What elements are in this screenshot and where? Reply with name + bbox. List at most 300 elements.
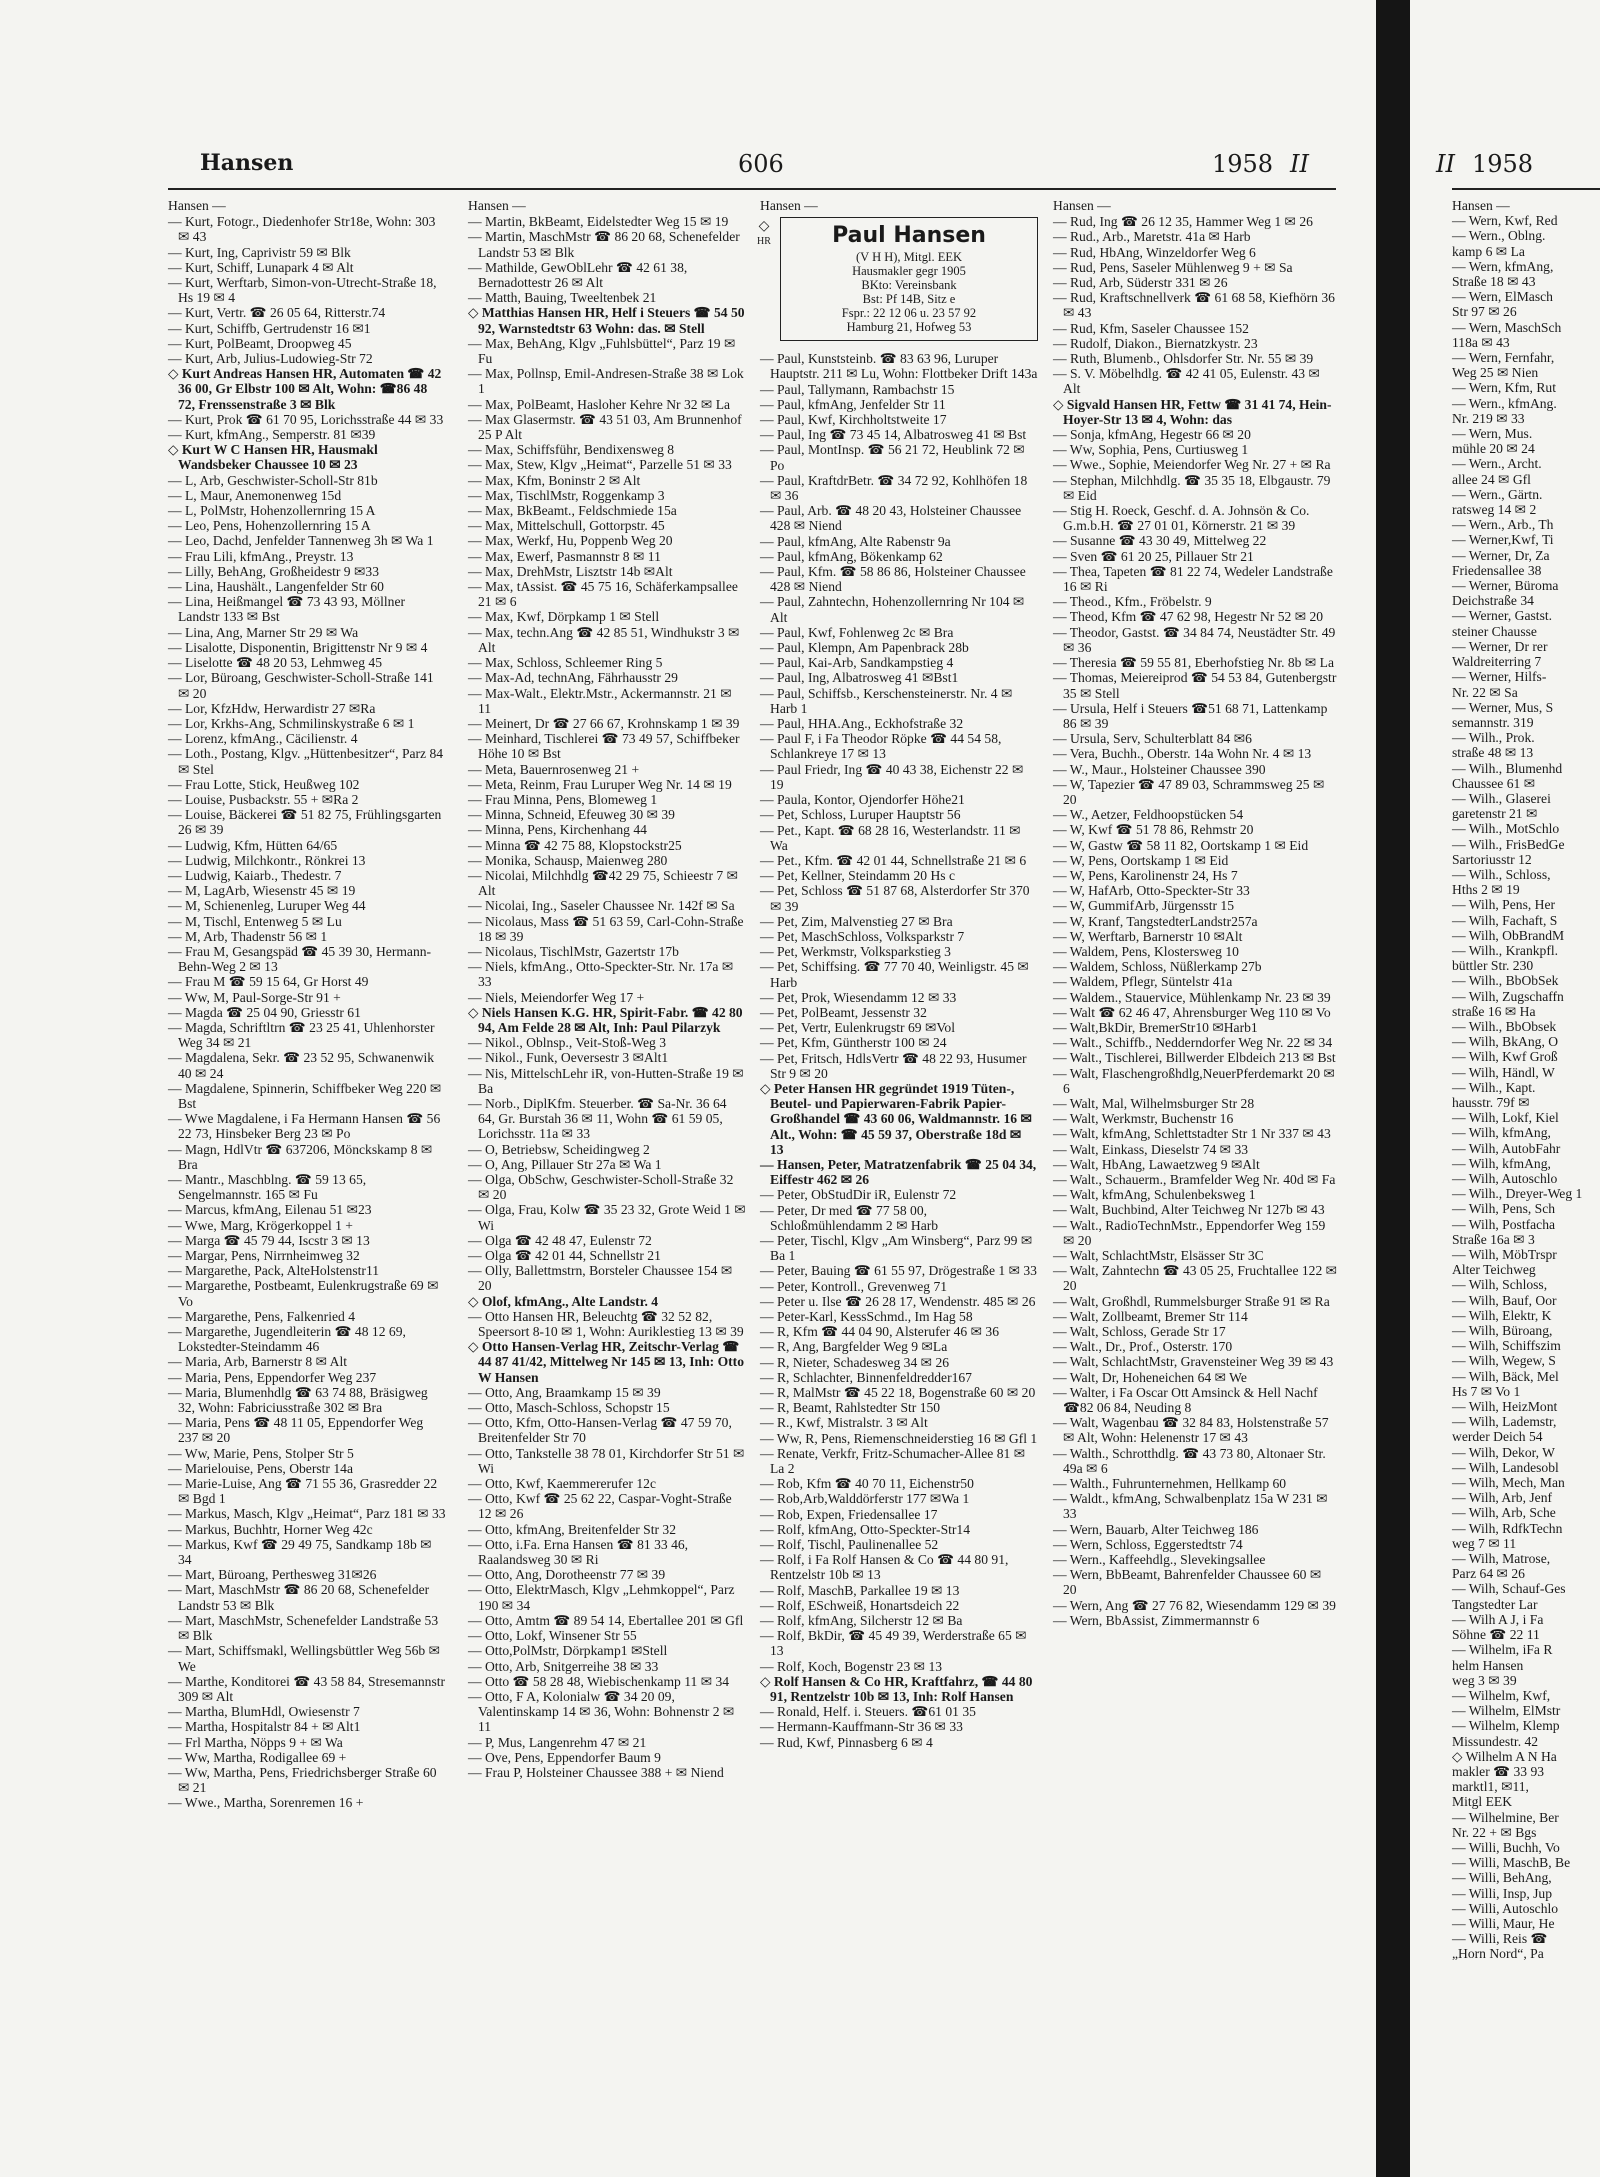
directory-entry: — L, PolMstr, Hohenzollernring 15 A (168, 503, 376, 519)
directory-entry: — Minna, Schneid, Efeuweg 30 ✉ 39 (468, 807, 675, 823)
directory-entry: — Walt, Flaschengroßhdlg,NeuerPferdemarkt 20 ✉ 6 (1053, 1065, 1335, 1096)
directory-entry: — Wern, Fernfahr, (1452, 350, 1555, 366)
directory-entry: — Wilh, RdfkTechn (1452, 1520, 1563, 1536)
directory-entry: — Rolf, kfmAng, Otto-Speckter-Str14 (760, 1521, 971, 1537)
directory-entry: — Wilh, Landesobl (1452, 1459, 1559, 1475)
directory-entry: — Norb., DiplKfm. Steuerber. ☎ Sa-Nr. 36 64 64, Gr. Burstah 36 ✉ 11, Wohn ☎ 61 59 05, Lorichsstr. 11a ✉ 33 (468, 1095, 727, 1142)
directory-entry: — Thomas, Meiereiprod ☎ 54 53 84, Gutenbergstr 35 ✉ Stell (1053, 670, 1337, 701)
directory-entry: — M, Tischl, Entenweg 5 ✉ Lu (168, 913, 342, 929)
directory-entry: — Peter, ObStudDir iR, Eulenstr 72 (760, 1187, 957, 1203)
directory-entry: — Nicolaus, Mass ☎ 51 63 59, Carl-Cohn-Straße 18 ✉ 39 (468, 913, 744, 944)
directory-entry: — Wilh., Blumenhd (1452, 760, 1563, 776)
directory-entry: — Max, Schloss, Schleemer Ring 5 (468, 655, 663, 671)
directory-entry: — Otto, Kwf ☎ 25 62 22, Caspar-Voght-Straße 12 ✉ 26 (468, 1491, 732, 1522)
directory-entry: — Rolf, Tischl, Paulinenallee 52 (760, 1537, 939, 1553)
directory-entry: — Paul, Tallymann, Rambachstr 15 (760, 381, 955, 397)
directory-entry: hausstr. 79f ✉ (1452, 1094, 1530, 1110)
directory-entry: — Wilh, Postfacha (1452, 1216, 1556, 1232)
directory-entry: — M, LagArb, Wiesenstr 45 ✉ 19 (168, 883, 356, 899)
directory-entry: — Loth., Postang, Klgv. „Hüttenbesitzer“, Parz 84 ✉ Stel (168, 746, 444, 777)
directory-entry: — Wilh, kfmAng, (1452, 1125, 1551, 1141)
directory-entry: — Ww, Marie, Pens, Stolper Str 5 (168, 1445, 354, 1461)
directory-entry: — Paul, MontInsp. ☎ 56 21 72, Heublink 72 ✉ Po (760, 442, 1025, 473)
directory-entry: steiner Chausse (1452, 623, 1537, 639)
directory-entry: — Kurt, Schiff, Lunapark 4 ✉ Alt (168, 259, 354, 275)
directory-entry: — Margar, Pens, Nirrnheimweg 32 (168, 1248, 360, 1264)
directory-entry: — Max-Ad, technAng, Fährhausstr 29 (468, 670, 678, 686)
directory-entry: — Wilh., Dreyer-Weg 1 (1452, 1186, 1583, 1202)
directory-entry: — Pet, Fritsch, HdlsVertr ☎ 48 22 93, Husumer Str 9 ✉ 20 (760, 1050, 1027, 1081)
header-rule (168, 188, 1336, 190)
directory-entry: — Rolf, kfmAng, Silcherstr 12 ✉ Ba (760, 1613, 963, 1629)
directory-entry: — Otto, Tankstelle 38 78 01, Kirchdorfer Str 51 ✉ Wi (468, 1445, 745, 1476)
directory-entry: Str 97 ✉ 26 (1452, 304, 1517, 320)
ad-line: (V H H), Mitgl. EEK (855, 250, 962, 265)
directory-entry: — Wern., Kaffeehdlg., Slevekingsallee (1053, 1552, 1266, 1568)
directory-entry: — Hermann-Kauffmann-Str 36 ✉ 33 (760, 1719, 963, 1735)
directory-entry: — R, MalMstr ☎ 45 22 18, Bogenstraße 60 ✉ 20 (760, 1385, 1036, 1401)
directory-entry: — Wilh, Händl, W (1452, 1064, 1555, 1080)
directory-entry: — Margarethe, Jugendleiterin ☎ 48 12 69, Lokstedter-Steindamm 46 (168, 1324, 406, 1355)
directory-entry: — Wilh, Kwf Groß (1452, 1049, 1558, 1065)
directory-entry: — Ww, M, Paul-Sorge-Str 91 + (168, 989, 341, 1005)
directory-entry: — Waldem, Pens, Klostersweg 10 (1053, 943, 1239, 959)
directory-entry: — Pet., Kapt. ☎ 68 28 16, Westerlandstr. 11 ✉ Wa (760, 822, 1021, 853)
directory-entry: — Rud, Kfm, Saseler Chaussee 152 (1053, 320, 1249, 336)
directory-entry: — Pet, Schloss ☎ 51 87 68, Alsterdorfer Str 370 ✉ 39 (760, 883, 1030, 914)
directory-entry: — Wilh., Krankpfl. (1452, 942, 1559, 958)
directory-entry: — Stig H. Roeck, Geschf. d. A. Johnsön & Co. G.m.b.H. ☎ 27 01 01, Körnerstr. 21 ✉ 39 (1053, 503, 1310, 534)
directory-entry: mühle 20 ✉ 24 (1452, 441, 1535, 457)
directory-entry: — Wilh, Arb, Jenf (1452, 1490, 1553, 1506)
ad-line: Hausmakler gegr 1905 (852, 264, 966, 279)
directory-entry: — Otto, Ang, Dorotheenstr 77 ✉ 39 (468, 1567, 666, 1583)
directory-entry: — Pet, Prok, Wiesendamm 12 ✉ 33 (760, 989, 957, 1005)
directory-entry: — Wilh., Glaserei (1452, 790, 1551, 806)
directory-entry: Alter Teichweg (1452, 1262, 1536, 1278)
directory-entry: ◇ Sigvald Hansen HR, Fettw ☎ 31 41 74, Hein-Hoyer-Str 13 ✉ 4, Wohn: das (1053, 396, 1332, 427)
directory-entry: — Walt, HbAng, Lawaetzweg 9 ✉Alt (1053, 1156, 1260, 1172)
directory-entry: — Meta, Reinm, Frau Luruper Weg Nr. 14 ✉ 19 (468, 776, 732, 792)
directory-entry: — Renate, Verkfr, Fritz-Schumacher-Allee 81 ✉ La 2 (760, 1445, 1026, 1477)
directory-entry: — Ursula, Helf i Steuers ☎51 68 71, Lattenkamp 86 ✉ 39 (1053, 700, 1328, 731)
directory-entry: — Wilh, MöbTrspr (1452, 1247, 1557, 1263)
directory-entry: — Otto, Kwf, Kaemmererufer 12c (468, 1476, 656, 1492)
binding-gutter (1376, 0, 1410, 2177)
column-3 (757, 198, 1038, 2098)
directory-entry: — Lorenz, kfmAng., Cäcilienstr. 4 (168, 731, 358, 747)
directory-entry: — Paul, Kwf, Fohlenweg 2c ✉ Bra (760, 624, 954, 640)
directory-entry: — Walt, Wagenbau ☎ 32 84 83, Holstenstraße 57 ✉ Alt, Wohn: Helenenstr 17 ✉ 43 (1053, 1415, 1329, 1446)
directory-entry: — Wern, kfmAng, (1452, 258, 1554, 274)
directory-entry: — R, Nieter, Schadesweg 34 ✉ 26 (760, 1354, 950, 1370)
directory-entry: — Werner,Kwf, Ti (1452, 532, 1554, 548)
directory-entry: — Wwe Magdalene, i Fa Hermann Hansen ☎ 56 22 73, Hinsbeker Berg 23 ✉ Po (168, 1111, 441, 1142)
directory-entry: — W, Werftarb, Barnerstr 10 ✉Alt (1053, 928, 1243, 944)
directory-entry: — Walt., Schiffb., Nedderndorfer Weg Nr. 22 ✉ 34 (1053, 1035, 1333, 1051)
directory-entry: — Peter, Dr med ☎ 77 58 00, Schloßmühlendamm 2 ✉ Harb (760, 1202, 939, 1233)
directory-entry: — Martin, MaschMstr ☎ 86 20 68, Schenefelder Landstr 53 ✉ Blk (468, 229, 740, 260)
directory-entry: — Wern, Ang ☎ 27 76 82, Wiesendamm 129 ✉ 39 (1053, 1597, 1336, 1613)
column-heading: Hansen — (168, 198, 226, 213)
directory-entry: — Pet, Zim, Malvenstieg 27 ✉ Bra (760, 913, 953, 929)
directory-entry: — Ww, R, Pens, Riemenschneiderstieg 16 ✉ Gfl 1 (760, 1430, 1038, 1446)
directory-entry: ◇ Kurt W C Hansen HR, Hausmakl Wandsbeker Chaussee 10 ✉ 23 (168, 442, 378, 473)
directory-entry: garetenstr 21 ✉ (1452, 806, 1538, 822)
page-number: 606 (738, 150, 784, 178)
directory-entry: — Rob, Kfm ☎ 40 70 11, Eichenstr50 (760, 1476, 974, 1492)
directory-entry: — Kurt, Schiffb, Gertrudenstr 16 ✉1 (168, 320, 371, 336)
directory-entry: — Walt, Schloss, Gerade Str 17 (1053, 1324, 1226, 1340)
volume: II (1290, 150, 1309, 178)
directory-entry: — Wilh., Kapt. (1452, 1079, 1536, 1095)
directory-entry: — Frau M, Gesangspäd ☎ 45 39 30, Hermann-Behn-Weg 2 ✉ 13 (168, 943, 432, 975)
directory-entry: ◇ Matthias Hansen HR, Helf i Steuers ☎ 54 50 92, Warnstedtstr 63 Wohn: das. ✉ Stell (468, 305, 745, 336)
directory-entry: werder Deich 54 (1452, 1429, 1543, 1445)
directory-entry: — Willi, Autoschlo (1452, 1900, 1559, 1916)
directory-entry: — Frau Minna, Pens, Blomeweg 1 (468, 791, 658, 807)
directory-entry: — Wern, Kfm, Rut (1452, 380, 1556, 396)
directory-entry: — Marcus, kfmAng, Eilenau 51 ✉23 (168, 1202, 372, 1218)
column-heading: Hansen — (468, 198, 526, 213)
directory-entry: Hs 7 ✉ Vo 1 (1452, 1383, 1521, 1399)
directory-entry: — Otto, Lokf, Winsener Str 55 (468, 1628, 637, 1644)
directory-entry: — Markus, Kwf ☎ 29 49 75, Sandkamp 18b ✉ 34 (168, 1536, 432, 1568)
directory-entry: — Leo, Dachd, Jenfelder Tannenweg 3h ✉ Wa 1 (168, 533, 434, 549)
directory-entry: — Marga ☎ 45 79 44, Iscstr 3 ✉ 13 (168, 1232, 370, 1248)
directory-entry: — Wilh, Mech, Man (1452, 1475, 1565, 1491)
ad-line: BKto: Vereinsbank (861, 278, 957, 293)
directory-entry: — Max, DrehMstr, Lisztstr 14b ✉Alt (468, 563, 673, 579)
directory-entry: ◇ Olof, kfmAng., Alte Landstr. 4 (468, 1293, 659, 1309)
directory-entry: — Ludwig, Milchkontr., Rönkrei 13 (168, 852, 366, 868)
directory-entry: — Theod, Kfm ☎ 47 62 98, Hegestr Nr 52 ✉ 20 (1053, 609, 1324, 625)
directory-entry: — Frau M ☎ 59 15 64, Gr Horst 49 (168, 974, 369, 990)
directory-entry: — Lina, Ang, Marner Str 29 ✉ Wa (168, 624, 359, 640)
directory-entry: ◇ Niels Hansen K.G. HR, Spirit-Fabr. ☎ 42 80 94, Am Felde 28 ✉ Alt, Inh: Paul Pilarzyk (468, 1004, 743, 1035)
directory-entry: — Marielouise, Pens, Oberstr 14a (168, 1460, 353, 1476)
directory-entry: — Max, tAssist. ☎ 45 75 16, Schäferkampsallee 21 ✉ 6 (468, 579, 738, 610)
directory-entry: — Wilh, HeizMont (1452, 1399, 1558, 1415)
directory-entry: — P, Mus, Langenrehm 47 ✉ 21 (468, 1734, 647, 1750)
directory-entry: — Otto Hansen HR, Beleuchtg ☎ 32 52 82, Speersort 8-10 ✉ 1, Wohn: Auriklestieg 13 ✉ 39 (468, 1308, 744, 1340)
directory-entry: — Wilh, Schloss, (1452, 1277, 1548, 1293)
directory-entry: — Paul, Schiffsb., Kerschensteinerstr. Nr. 4 ✉ Harb 1 (760, 685, 1013, 716)
directory-entry: — Pet, Vertr, Eulenkrugstr 69 ✉Vol (760, 1020, 955, 1036)
directory-entry: — Waldt., kfmAng, Schwalbenplatz 15a W 231 ✉ 33 (1053, 1491, 1328, 1522)
directory-entry: — Matth, Bauing, Tweeltenbek 21 (468, 290, 657, 306)
directory-entry: — Otto, ElektrMasch, Klgv „Lehmkoppel“, Parz 190 ✉ 34 (468, 1582, 735, 1613)
directory-entry: ◇ Rolf Hansen & Co HR, Kraftfahrz, ☎ 44 80 91, Rentzelstr 10b ✉ 13, Inh: Rolf Hansen (760, 1673, 1033, 1705)
directory-entry: — Lor, KfzHdw, Herwardistr 27 ✉Ra (168, 700, 376, 716)
facing-header-rule (1452, 188, 1600, 190)
directory-entry: — Paul, Kunststeinb. ☎ 83 63 96, Luruper Hauptstr. 211 ✉ Lu, Wohn: Flottbeker Drift 143a (760, 351, 1038, 382)
directory-entry: — Louise, Pusbackstr. 55 + ✉Ra 2 (168, 791, 359, 807)
directory-entry: makler ☎ 33 93 (1452, 1763, 1545, 1779)
column-heading: Hansen — (1452, 198, 1510, 213)
directory-entry: — Paul, Kai-Arb, Sandkampstieg 4 (760, 655, 954, 671)
directory-entry: — Walt, Mal, Wilhelmsburger Str 28 (1053, 1095, 1255, 1111)
directory-entry: — Wilh., BbObSek (1452, 973, 1559, 989)
directory-entry: Nr. 22 + ✉ Bgs (1452, 1824, 1537, 1840)
directory-entry: — Olga, ObSchw, Geschwister-Scholl-Straße 32 ✉ 20 (468, 1172, 734, 1203)
directory-entry: — Waldem, Schloss, Nüßlerkamp 27b (1053, 959, 1262, 975)
column-heading: Hansen — (760, 198, 818, 213)
directory-entry: — Ww, Sophia, Pens, Curtiusweg 1 (1053, 442, 1249, 458)
directory-entry: — Nikol., Oblnsp., Veit-Stoß-Weg 3 (468, 1035, 667, 1051)
directory-entry: 118a ✉ 43 (1452, 334, 1510, 350)
directory-entry: — Paul Friedr, Ing ☎ 40 43 38, Eichenstr 22 ✉ 19 (760, 761, 1024, 792)
directory-entry: allee 24 ✉ Gfl (1452, 471, 1531, 487)
directory-entry: — Walter, i Fa Oscar Ott Amsinck & Hell Nachf ☎82 06 84, Neuding 8 (1053, 1384, 1318, 1416)
directory-entry: — Max, BehAng, Klgv „Fuhlsbüttel“, Parz 19 ✉ Fu (468, 335, 736, 367)
directory-entry: — Ww, Martha, Rodigallee 69 + (168, 1749, 347, 1765)
directory-entry: — Paul, Zahntechn, Hohenzollernring Nr 104 ✉ Alt (760, 594, 1025, 625)
ad-line: Fspr.: 22 12 06 u. 23 57 92 (841, 306, 977, 321)
directory-entry: — M, Schienenleg, Luruper Weg 44 (168, 898, 366, 914)
directory-entry: — Rob, Expen, Friedensallee 17 (760, 1506, 938, 1522)
directory-entry: — R, Beamt, Rahlstedter Str 150 (760, 1400, 941, 1416)
directory-entry: — Paul F, i Fa Theodor Röpke ☎ 44 54 58, Schlankreye 17 ✉ 13 (760, 731, 1002, 762)
directory-entry: — Maria, Pens ☎ 48 11 05, Eppendorfer Weg 237 ✉ 20 (168, 1415, 424, 1446)
directory-entry: Söhne ☎ 22 11 (1452, 1627, 1540, 1643)
directory-entry: — Lina, Haushält., Langenfelder Str 60 (168, 579, 384, 595)
directory-entry: — Max-Walt., Elektr.Mstr., Ackermannstr. 21 ✉ 11 (468, 685, 732, 716)
directory-entry: — W, Pens, Oortskamp 1 ✉ Eid (1053, 852, 1229, 868)
directory-entry: — Markus, Masch, Klgv „Heimat“, Parz 181 ✉ 33 (168, 1506, 446, 1522)
directory-entry: semannstr. 319 (1452, 714, 1534, 730)
directory-entry: — Peter u. Ilse ☎ 26 28 17, Wendenstr. 485 ✉ 26 (760, 1293, 1036, 1309)
facing-column (1452, 198, 1602, 2098)
directory-entry: weg 7 ✉ 11 (1452, 1535, 1517, 1551)
directory-entry: — Rud, Kraftschnellverk ☎ 61 68 58, Kiefhörn 36 ✉ 43 (1053, 290, 1335, 321)
directory-entry: Nr. 22 ✉ Sa (1452, 684, 1518, 700)
directory-entry: — Waldem., Stauervice, Mühlenkamp Nr. 23 ✉ 39 (1053, 989, 1331, 1005)
directory-entry: — Otto, kfmAng, Breitenfelder Str 32 (468, 1521, 677, 1537)
directory-entry: — Wilh, BkAng, O (1452, 1034, 1559, 1050)
directory-entry: — W, GummifArb, Jürgensstr 15 (1053, 898, 1234, 914)
directory-entry: — Margarethe, Pens, Falkenried 4 (168, 1308, 355, 1324)
directory-entry: — Otto, Ang, Braamkamp 15 ✉ 39 (468, 1384, 661, 1400)
directory-entry: — Frl Martha, Nöpps 9 + ✉ Wa (168, 1734, 343, 1750)
directory-entry: — Ludwig, Kfm, Hütten 64/65 (168, 837, 338, 853)
directory-entry: — Wilh, Fachaft, S (1452, 912, 1558, 928)
directory-entry: — Paul, Ing, Albatrosweg 41 ✉Bst1 (760, 670, 959, 686)
directory-entry: — Max, Stew, Klgv „Heimat“, Parzelle 51 ✉ 33 (468, 457, 732, 473)
directory-entry: — Mantr., Maschblng. ☎ 59 13 65, Sengelmannstr. 165 ✉ Fu (168, 1172, 367, 1203)
directory-entry: — Minna, Pens, Kirchenhang 44 (468, 822, 647, 838)
directory-entry: — Meinert, Dr ☎ 27 66 67, Krohnskamp 1 ✉ 39 (468, 715, 740, 731)
directory-entry: — Kurt, Vertr. ☎ 26 05 64, Ritterstr.74 (168, 305, 386, 321)
directory-entry: — Peter, Bauing ☎ 61 55 97, Drögestraße 1 ✉ 33 (760, 1263, 1037, 1279)
directory-entry: — Wilh, Zugschaffn (1452, 988, 1564, 1004)
directory-entry: ◇ Otto Hansen-Verlag HR, Zeitschr-Verlag ☎ 44 87 41/42, Mittelweg Nr 145 ✉ 13, Inh: Otto W Hansen (468, 1339, 744, 1385)
directory-entry: — Otto,PolMstr, Dörpkamp1 ✉Stell (468, 1643, 668, 1659)
directory-entry: — Niels, Meiendorfer Weg 17 + (468, 989, 645, 1005)
directory-entry: — Paul, KraftdrBetr. ☎ 34 72 92, Kohlhöfen 18 ✉ 36 (760, 472, 1028, 504)
directory-entry: — Mart, MaschMstr ☎ 86 20 68, Schenefelder Landstr 53 ✉ Blk (168, 1582, 430, 1613)
directory-entry: — Pet, MaschSchloss, Volksparkstr 7 (760, 928, 965, 944)
directory-entry: — W., Aetzer, Feldhoopstücken 54 (1053, 807, 1244, 823)
directory-entry: — Vera, Buchh., Oberstr. 14a Wohn Nr. 4 ✉ 13 (1053, 746, 1312, 762)
directory-entry: — Wilh, Lademstr, (1452, 1414, 1557, 1430)
directory-entry: — Walt, Zollbeamt, Bremer Str 114 (1053, 1308, 1248, 1324)
directory-entry: — Wern, Kwf, Red (1452, 213, 1558, 229)
directory-entry: — S. V. Möbelhdlg. ☎ 42 41 05, Eulenstr. 43 ✉ Alt (1053, 366, 1320, 397)
directory-entry: — Wilh, Elektr, K (1452, 1307, 1552, 1323)
directory-entry: — Willi, Buchh, Vo (1452, 1839, 1560, 1855)
directory-entry: — Walt, Zahntechn ☎ 43 05 25, Fruchtallee 122 ✉ 20 (1053, 1263, 1338, 1294)
directory-entry: — Margarethe, Postbeamt, Eulenkrugstraße 69 ✉ Vo (168, 1278, 439, 1309)
directory-entry: Sartoriusstr 12 (1452, 851, 1532, 867)
year: 1958 (1212, 150, 1274, 178)
directory-entry: — W, Gastw ☎ 58 11 82, Oortskamp 1 ✉ Eid (1053, 837, 1309, 853)
directory-entry: — Rolf, MaschB, Parkallee 19 ✉ 13 (760, 1582, 960, 1598)
directory-entry: — Willi, Insp, Jup (1452, 1885, 1553, 1901)
directory-entry: — Olly, Ballettmstrn, Borsteler Chaussee 154 ✉ 20 (468, 1263, 733, 1294)
directory-entry: — Walt, Buchbind, Alter Teichweg Nr 127b ✉ 43 (1053, 1202, 1325, 1218)
directory-entry: — Pet., Kfm. ☎ 42 01 44, Schnellstraße 21 ✉ 6 (760, 852, 1027, 868)
directory-entry: — Pet, Werkmstr, Volksparkstieg 3 (760, 944, 951, 960)
facing-volume: II (1436, 150, 1455, 178)
directory-entry: — Wern, Bauarb, Alter Teichweg 186 (1053, 1521, 1259, 1537)
directory-entry: kamp 6 ✉ La (1452, 243, 1525, 259)
directory-entry: — Sonja, kfmAng, Hegestr 66 ✉ 20 (1053, 427, 1251, 443)
directory-entry: — Wwe, Marg, Krögerkoppel 1 + (168, 1217, 353, 1233)
directory-entry: — Magda, Schriftltrn ☎ 23 25 41, Uhlenhorster Weg 34 ✉ 21 (168, 1019, 435, 1051)
ad-title: Paul Hansen (832, 223, 986, 249)
directory-entry: — Nicolai, Ing., Saseler Chaussee Nr. 142f ✉ Sa (468, 898, 735, 914)
directory-entry: — Liselotte ☎ 48 20 53, Lehmweg 45 (168, 655, 383, 671)
directory-entry: — Kurt, Arb, Julius-Ludowieg-Str 72 (168, 351, 373, 367)
directory-entry: — Max Glasermstr. ☎ 43 51 03, Am Brunnenhof 25 P Alt (468, 411, 742, 443)
directory-entry: — Leo, Pens, Hohenzollernring 15 A (168, 518, 371, 534)
directory-entry: — Markus, Buchhtr, Horner Weg 42c (168, 1521, 373, 1537)
directory-entry: — Rob,Arb,Walddörferstr 177 ✉Wa 1 (760, 1491, 970, 1507)
directory-entry: — Otto, Kfm, Otto-Hansen-Verlag ☎ 47 59 70, Breitenfelder Str 70 (468, 1415, 732, 1446)
directory-entry: ◇ Kurt Andreas Hansen HR, Automaten ☎ 42 36 00, Gr Elbstr 100 ✉ Alt, Wohn: ☎86 48 72, Frenssenstraße 3 ✉ Blk (168, 366, 442, 412)
directory-entry: Deichstraße 34 (1452, 593, 1534, 609)
directory-entry: — Wwe., Martha, Sorenremen 16 + (168, 1795, 364, 1811)
directory-entry: — Otto, F A, Kolonialw ☎ 34 20 09, Valentinskamp 14 ✉ 36, Wohn: Bohnenstr 2 ✉ 11 (468, 1688, 735, 1735)
directory-entry: — W, Kwf ☎ 51 78 86, Rehmstr 20 (1053, 822, 1254, 838)
directory-entry: — Werner, Gastst. (1452, 608, 1553, 624)
directory-entry: — Paul, Kwf, Kirchholtstweite 17 (760, 412, 947, 428)
directory-entry: — Frau Lili, kfmAng., Preystr. 13 (168, 548, 354, 564)
directory-entry: weg 3 ✉ 39 (1452, 1672, 1517, 1688)
directory-entry: — L, Maur, Anemonenweg 15d (168, 487, 342, 503)
directory-entry: — Wilhelm, Kwf, (1452, 1687, 1551, 1703)
directory-entry: — Nicolaus, TischlMstr, Gazertstr 17b (468, 943, 679, 959)
directory-entry: — Niels, kfmAng., Otto-Speckter-Str. Nr. 17a ✉ 33 (468, 959, 734, 990)
directory-entry: — Rud, Pens, Saseler Mühlenweg 9 + ✉ Sa (1053, 259, 1293, 275)
directory-entry: — Wilh., MotSchlo (1452, 821, 1560, 837)
directory-entry: — Walth., Fuhrunternehmen, Hellkamp 60 (1053, 1476, 1287, 1492)
directory-entry: — Otto, i.Fa. Erna Hansen ☎ 81 33 46, Raalandsweg 30 ✉ Ri (468, 1536, 689, 1568)
directory-entry: — Wilh, Bauf, Oor (1452, 1292, 1557, 1308)
directory-entry: — Max, Kfm, Boninstr 2 ✉ Alt (468, 472, 641, 488)
directory-entry: — Werner, Büroma (1452, 578, 1559, 594)
directory-entry: — Wilh, Arb, Sche (1452, 1505, 1556, 1521)
directory-entry: — Wilhelmine, Ber (1452, 1809, 1559, 1825)
directory-entry: — Walt., Dr., Prof., Osterstr. 170 (1053, 1339, 1233, 1355)
directory-entry: — W, HafArb, Otto-Speckter-Str 33 (1053, 883, 1250, 899)
directory-entry: — Wern., Gärtn. (1452, 486, 1543, 502)
directory-entry: — Werner, Dr, Za (1452, 547, 1550, 563)
directory-entry: — Wilh, Lokf, Kiel (1452, 1110, 1559, 1126)
column-3-list (760, 351, 1038, 1750)
directory-entry: — Rudolf, Diakon., Biernatzkystr. 23 (1053, 335, 1258, 351)
running-head-name: Hansen (200, 150, 294, 176)
directory-entry: — Wilh, Bäck, Mel (1452, 1368, 1559, 1384)
directory-entry: — Wilh., BbObsek (1452, 1018, 1557, 1034)
directory-entry: — Magdalene, Spinnerin, Schiffbeker Weg 220 ✉ Bst (168, 1080, 442, 1111)
directory-entry: — Wern, Mus. (1452, 426, 1533, 442)
directory-entry: Missundestr. 42 (1452, 1733, 1539, 1749)
directory-entry: — Wern, ElMasch (1452, 289, 1553, 305)
directory-entry: — Peter, Tischl, Klgv „Am Winsberg“, Parz 99 ✉ Ba 1 (760, 1232, 1033, 1264)
directory-entry: — Theod., Kfm., Fröbelstr. 9 (1053, 594, 1212, 610)
directory-entry: — Willi, MaschB, Be (1452, 1855, 1571, 1871)
directory-entry: — Walt, Einkass, Dieselstr 74 ✉ 33 (1053, 1141, 1249, 1157)
directory-entry: — Walt, kfmAng, Schlettstadter Str 1 Nr 337 ✉ 43 (1053, 1126, 1331, 1142)
directory-entry: — Mart, Büroang, Perthesweg 31✉26 (168, 1567, 377, 1583)
directory-entry: — Otto ☎ 58 28 48, Wiebischenkamp 11 ✉ 34 (468, 1673, 730, 1689)
directory-entry: straße 16 ✉ Ha (1452, 1003, 1536, 1019)
directory-entry: — Walt, Großhdl, Rummelsburger Straße 91 ✉ Ra (1053, 1293, 1330, 1309)
directory-entry: — Ove, Pens, Eppendorfer Baum 9 (468, 1749, 661, 1765)
directory-entry: — Susanne ☎ 43 30 49, Mittelweg 22 (1053, 533, 1267, 549)
column-4 (1053, 198, 1338, 2098)
directory-entry: — Paul, Kfm. ☎ 58 86 86, Holsteiner Chaussee 428 ✉ Niend (760, 564, 1026, 595)
directory-entry: — Mathilde, GewOblLehr ☎ 42 61 38, Bernadottestr 26 ✉ Alt (468, 259, 688, 291)
directory-entry: — Rolf, ESchweiß, Honartsdeich 22 (760, 1597, 960, 1613)
directory-entry: — R, Schlachter, Binnenfeldredder167 (760, 1369, 972, 1385)
directory-entry: ratsweg 14 ✉ 2 (1452, 502, 1537, 518)
ad-line: Bst: Pf 14B, Sitz e (862, 292, 956, 307)
directory-entry: — Pet, PolBeamt, Jessenstr 32 (760, 1004, 927, 1020)
directory-entry: — Olga, Frau, Kolw ☎ 35 23 32, Grote Weid 1 ✉ Wi (468, 1202, 746, 1233)
directory-entry: — Max, Mittelschull, Gottorpstr. 45 (468, 518, 665, 534)
directory-entry: — Wern., Archt. (1452, 456, 1542, 472)
directory-entry: — Willi, Maur, He (1452, 1915, 1555, 1931)
directory-entry: — Wwe., Sophie, Meiendorfer Weg Nr. 27 + ✉ Ra (1053, 457, 1331, 473)
directory-entry: — Willi, Reis ☎ (1452, 1931, 1548, 1947)
directory-entry: — Hansen, Peter, Matratzenfabrik ☎ 25 04 34, Eiffestr 462 ✉ 26 (760, 1156, 1037, 1188)
directory-entry: — Wern., kfmAng. (1452, 395, 1557, 411)
directory-entry: — Thea, Tapeten ☎ 81 22 74, Wedeler Landstraße 16 ✉ Ri (1053, 563, 1333, 595)
directory-entry: — Marthe, Konditorei ☎ 43 58 84, Stresemannstr 309 ✉ Alt (168, 1673, 446, 1704)
directory-entry: — Pet, Kellner, Steindamm 20 Hs c (760, 868, 956, 884)
directory-entry: — Nikol., Funk, Oeversestr 3 ✉Alt1 (468, 1050, 669, 1066)
directory-entry: — Nicolai, Milchhdlg ☎42 29 75, Schieestr 7 ✉ Alt (468, 867, 738, 899)
directory-entry: — Ludwig, Kaiarb., Thedestr. 7 (168, 867, 342, 883)
directory-entry: — Paula, Kontor, Ojendorfer Höhe21 (760, 792, 965, 808)
directory-entry: — W, Kranf, TangstedterLandstr257a (1053, 913, 1258, 929)
directory-entry: straße 48 ✉ 13 (1452, 745, 1534, 761)
directory-entry: — Lisalotte, Disponentin, Brigittenstr Nr 9 ✉ 4 (168, 639, 428, 655)
directory-entry: Straße 18 ✉ 43 (1452, 274, 1536, 290)
directory-entry: — Wilh, Autoschlo (1452, 1171, 1558, 1186)
directory-entry: — Max, TischlMstr, Roggenkamp 3 (468, 487, 665, 503)
directory-entry: — Walt, Dr, Hoheneichen 64 ✉ We (1053, 1369, 1247, 1385)
directory-entry: Hths 2 ✉ 19 (1452, 882, 1520, 898)
directory-entry: — Martin, BkBeamt, Eidelstedter Weg 15 ✉ 19 (468, 214, 729, 230)
directory-entry: — Kurt, PolBeamt, Droopweg 45 (168, 335, 352, 351)
directory-entry: helm Hansen (1452, 1657, 1524, 1673)
directory-entry: — Peter-Karl, KessSchmd., Im Hag 58 (760, 1309, 973, 1324)
directory-entry: — Stephan, Milchhdlg. ☎ 35 35 18, Elbgaustr. 79 ✉ Eid (1053, 472, 1331, 503)
